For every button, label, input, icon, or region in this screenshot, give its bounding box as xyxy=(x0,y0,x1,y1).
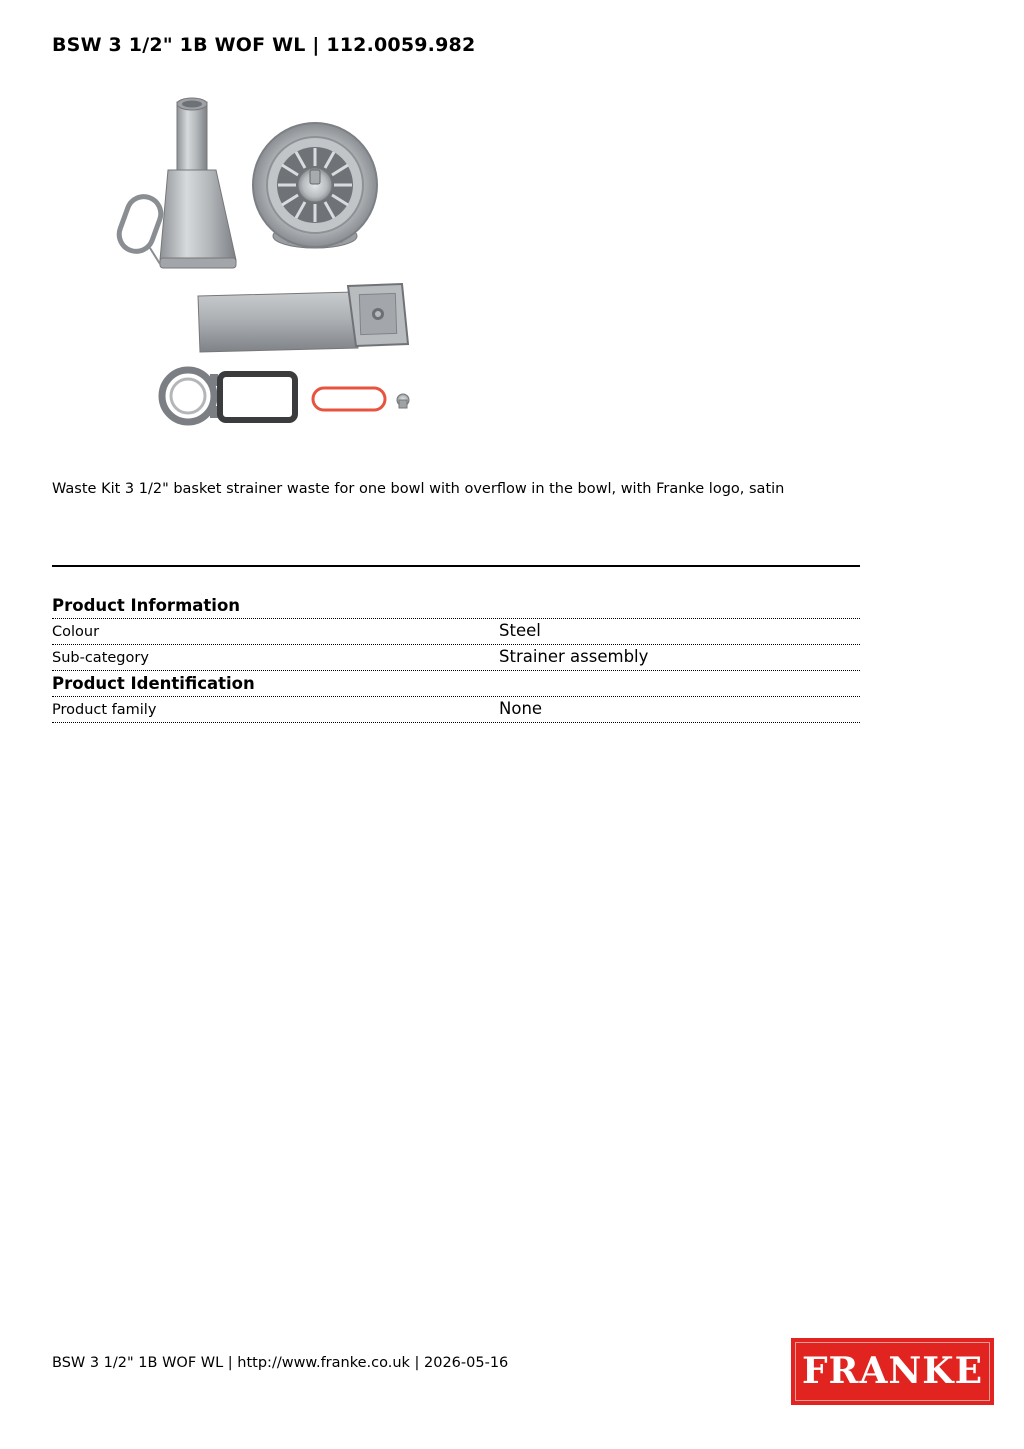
spec-value: Steel xyxy=(499,621,541,640)
spec-label: Colour xyxy=(52,624,100,640)
spec-row-sub-category xyxy=(52,645,860,671)
spec-value: None xyxy=(499,699,543,718)
section-divider xyxy=(52,565,860,567)
spec-label: Product family xyxy=(52,702,157,718)
product-information-heading: Product Information xyxy=(52,593,860,619)
spec-value: Strainer assembly xyxy=(499,647,649,666)
footer-text: BSW 3 1/2" 1B WOF WL | http://www.franke.co.uk | 2026-05-16 xyxy=(52,1355,509,1371)
franke-logo xyxy=(791,1338,994,1405)
spec-label: Sub-category xyxy=(52,650,149,666)
waste-kit-product-image xyxy=(110,88,430,438)
product-description: Waste Kit 3 1/2" basket strainer waste for one bowl with overflow in the bowl, with Franke logo, satin xyxy=(52,481,785,497)
spec-table xyxy=(52,593,860,723)
spec-row-product-family xyxy=(52,697,860,723)
spec-row-colour xyxy=(52,619,860,645)
product-identification-heading: Product Identification xyxy=(52,671,860,697)
logo-text: FRANKE xyxy=(801,1350,984,1392)
page-title: BSW 3 1/2" 1B WOF WL | 112.0059.982 xyxy=(52,34,476,56)
